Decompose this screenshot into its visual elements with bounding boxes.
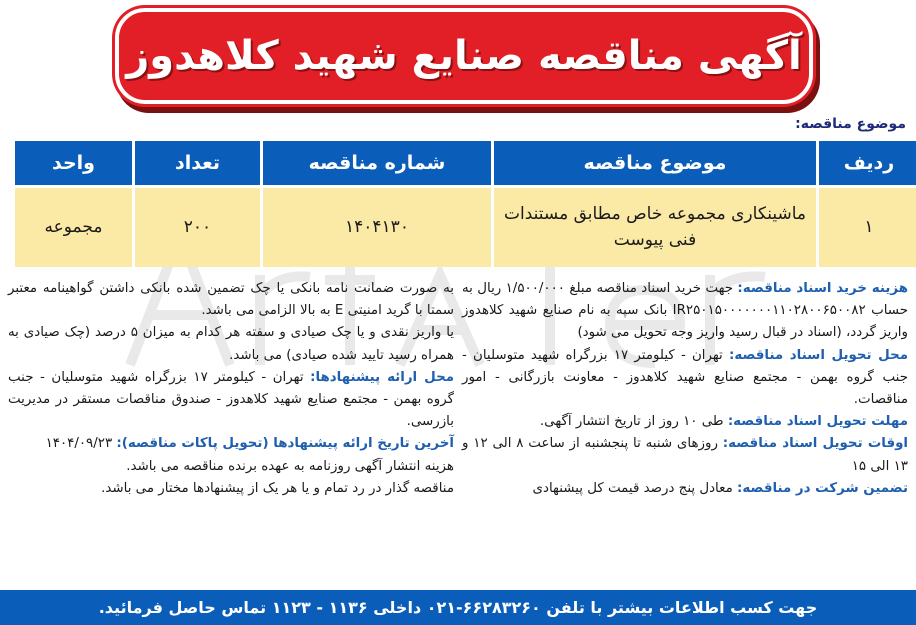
cell-tender-number: ۱۴۰۴۱۳۰: [263, 188, 491, 267]
contact-text: جهت کسب اطلاعات بیشتر با تلفن ۶۶۲۸۳۲۶۰-۰۲۱ داخلی ۱۱۳۶ - ۱۱۲۳ تماس حاصل فرمائید.: [98, 598, 818, 617]
cell-unit: مجموعه: [15, 188, 132, 267]
submission-place-text: تهران - کیلومتر ۱۷ بزرگراه شهید متوسلیان - جنب گروه بهمن - مجتمع صنایع شهید کلاهدوز - صندوق مناقصات مستقر در مدیریت بازرسی.: [8, 369, 454, 430]
ad-cost-text: هزینه انتشار آگهی روزنامه به عهده برنده مناقصه می باشد.: [126, 458, 454, 474]
guarantee-continued: به صورت ضمانت نامه بانکی یا چک تضمین شده بانکی داشتن گواهینامه معتبر سمتا با گرید امنیتی E به بالا الزامی می باشد.: [8, 281, 454, 319]
delivery-hours-text: روزهای شنبه تا پنجشنبه از ساعت ۸ الی ۱۲ و ۱۳ الی ۱۵: [462, 436, 908, 474]
guarantee-label: تضمین شرکت در مناقصه:: [737, 480, 908, 496]
deadline-date: ۱۴۰۴/۰۹/۲۳: [45, 436, 113, 452]
title-banner: [115, 8, 813, 104]
cash-option: یا واریز نقدی و یا چک صیادی و سفته هر کدام به میزان ۵ درصد (چک صیادی به همراه رسید تایید شده صیادی) می باشد.: [8, 325, 455, 363]
delivery-hours-label: اوقات تحویل اسناد مناقصه:: [722, 436, 908, 452]
header-row-number: ردیف: [819, 141, 916, 185]
subject-label: موضوع مناقصه:: [795, 116, 906, 132]
header-subject: موضوع مناقصه: [494, 141, 816, 185]
purchase-cost-paragraph: [462, 278, 908, 345]
submission-place-label: محل ارائه پیشنهادها:: [310, 369, 455, 385]
rights-text: مناقصه گذار در رد تمام و یا هر یک از پیشنهادها مختار می باشد.: [101, 480, 454, 496]
table-header-row: [15, 141, 916, 185]
deadline-paragraph: [8, 433, 454, 455]
delivery-deadline-label: مهلت تحویل اسناد مناقصه:: [727, 414, 908, 430]
left-text-column: [8, 278, 454, 500]
tender-table: [12, 138, 916, 270]
purchase-cost-label: هزینه خرید اسناد مناقصه:: [737, 281, 908, 296]
cell-subject: ماشینکاری مجموعه خاص مطابق مستندات فنی پیوست: [494, 188, 816, 267]
delivery-place-label: محل تحویل اسناد مناقصه:: [728, 347, 909, 363]
header-unit: واحد: [15, 141, 132, 185]
header-quantity: تعداد: [135, 141, 260, 185]
purchase-cost-text: جهت خرید اسناد مناقصه مبلغ ۱/۵۰۰/۰۰۰ ریال به حساب IR۲۵۰۱۵۰۰۰۰۰۰۰۱۱۰۲۸۰۰۶۵۰۰۸۲ بانک سپه به نام صنایع شهید کلاهدوز واریز گردد، (اسناد در قبال رسید واریز وجه تحویل می شود): [462, 281, 909, 341]
header-tender-number: شماره مناقصه: [263, 141, 491, 185]
delivery-place-text: تهران - کیلومتر ۱۷ بزرگراه شهید متوسلیان - جنب گروه بهمن - مجتمع صنایع شهید کلاهدوز - معاونت بازرگانی - امور مناقصات.: [462, 347, 908, 408]
guarantee-paragraph: [462, 478, 908, 500]
delivery-hours-paragraph: [462, 433, 908, 477]
table-row: [15, 188, 916, 267]
deadline-label: آخرین تاریخ ارائه پیشنهادها (تحویل پاکات مناقصه):: [116, 436, 454, 452]
delivery-deadline-text: طی ۱۰ روز از تاریخ انتشار آگهی.: [539, 414, 724, 430]
right-text-column: [462, 278, 908, 500]
delivery-place-paragraph: [462, 345, 908, 412]
cell-quantity: ۲۰۰: [135, 188, 260, 267]
cell-row-number: ۱: [819, 188, 916, 267]
page-title: آگهی مناقصه صنایع شهید کلاهدوز: [126, 33, 802, 79]
guarantee-text: معادل پنج درصد قیمت کل پیشنهادی: [532, 480, 733, 496]
delivery-deadline-paragraph: [462, 411, 908, 433]
submission-place-paragraph: [8, 367, 454, 434]
contact-footer: [0, 590, 916, 625]
